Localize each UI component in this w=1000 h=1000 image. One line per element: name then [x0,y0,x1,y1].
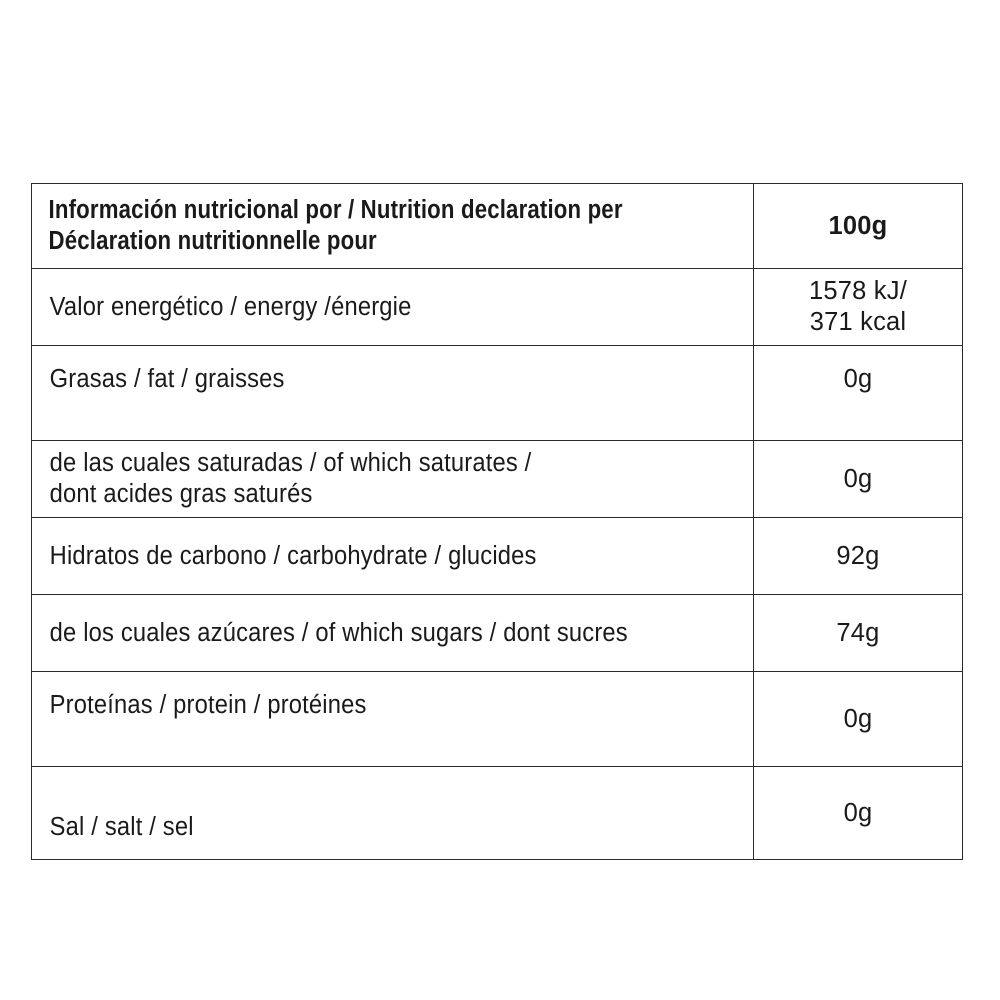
energy-label: Valor energético / energy /énergie [49,292,412,321]
salt-label-cell [32,767,754,860]
salt-value: 0g [843,798,873,827]
table-row-salt [32,767,963,860]
protein-value-cell [754,672,963,767]
table-header-row [32,184,963,269]
saturates-label-line-2: dont acides gras saturés [49,480,313,508]
sugars-label: de los cuales azúcares / of which sugars / dont sucres [49,618,628,647]
table-row-energy [32,269,963,346]
header-label-line-1: Información nutricional por / Nutrition declaration per [48,196,623,224]
protein-label: Proteínas / protein / protéines [49,691,367,719]
header-value-cell [754,184,963,269]
saturates-value: 0g [843,464,873,493]
carbohydrate-label-cell [32,518,754,595]
salt-value-cell [754,767,963,860]
saturates-value-cell [754,441,963,518]
table-row-protein [32,672,963,767]
header-label-cell [32,184,754,269]
energy-value-kj: 1578 kJ/ [809,277,907,305]
fat-value-cell [754,346,963,441]
salt-label: Sal / salt / sel [49,813,194,841]
protein-value: 0g [843,704,873,733]
table-row-sugars [32,595,963,672]
nutrition-table [31,183,963,860]
carbohydrate-value: 92g [836,541,880,570]
table-row-carbohydrate [32,518,963,595]
sugars-value: 74g [836,618,880,647]
fat-label: Grasas / fat / graisses [49,365,285,393]
energy-label-cell [32,269,754,346]
fat-label-cell [32,346,754,441]
fat-value: 0g [843,365,873,393]
carbohydrate-value-cell [754,518,963,595]
energy-value-cell [754,269,963,346]
header-value: 100g [828,211,888,240]
table-row-saturates [32,441,963,518]
sugars-value-cell [754,595,963,672]
header-label-line-2: Déclaration nutritionnelle pour [48,227,377,255]
carbohydrate-label: Hidratos de carbono / carbohydrate / glucides [49,541,537,570]
saturates-label-line-1: de las cuales saturadas / of which saturates / [49,449,532,477]
saturates-label-cell [32,441,754,518]
sugars-label-cell [32,595,754,672]
energy-value-kcal: 371 kcal [809,308,907,336]
table-row-fat [32,346,963,441]
protein-label-cell [32,672,754,767]
